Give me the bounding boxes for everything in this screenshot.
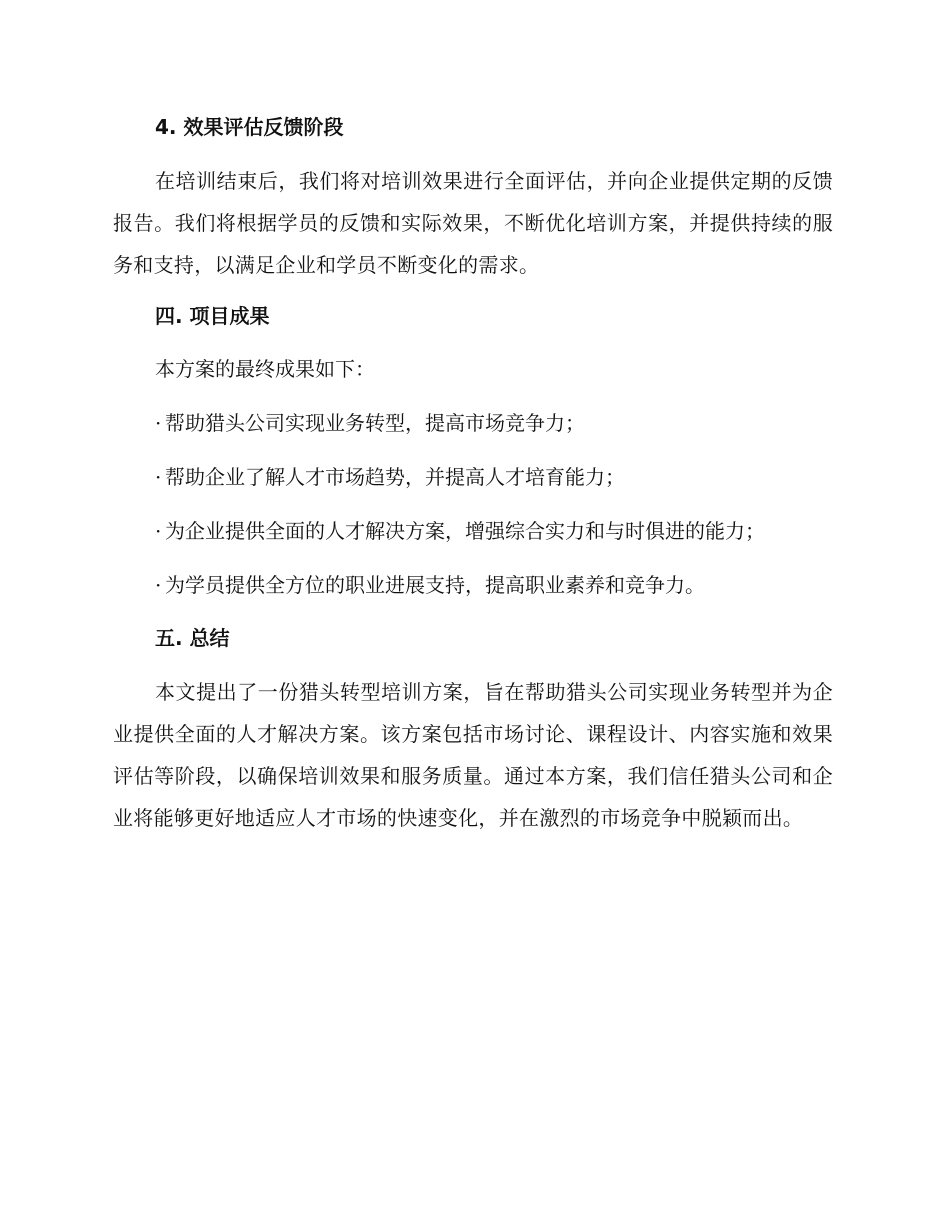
results-item-4 bbox=[155, 565, 833, 605]
summary-paragraph: 本文提出了一份猎头转型培训方案，旨在帮助猎头公司实现业务转型并为企业提供全面的人才解决方案。该方案包括市场讨论、课程设计、内容实施和效果评估等阶段，以确保培训效果和服务质量。通过本方案，我们信任猎头公司和企业将能够更好地适应人才市场的快速变化，并在激烈的市场竞争中脱颖而出。 bbox=[113, 680, 833, 830]
section-heading-summary: 五. 总结 bbox=[155, 626, 230, 650]
section-heading-evaluation: 4. 效果评估反馈阶段 bbox=[155, 115, 344, 139]
results-item-text: 帮助猎头公司实现业务转型，提高市场竞争力； bbox=[165, 411, 585, 435]
results-item-text: 为企业提供全面的人才解决方案，增强综合实力和与时俱进的能力； bbox=[165, 519, 765, 543]
document-page bbox=[113, 108, 833, 850]
results-intro: 本方案的最终成果如下： bbox=[155, 357, 375, 381]
results-item-text: 帮助企业了解人才市场趋势，并提高人才培育能力； bbox=[165, 465, 625, 489]
results-item-2 bbox=[155, 457, 833, 497]
results-item-1 bbox=[155, 403, 833, 443]
results-item-text: 为学员提供全方位的职业进展支持，提高职业素养和竞争力。 bbox=[165, 573, 705, 597]
bullet-icon: · bbox=[155, 411, 162, 435]
bullet-icon: · bbox=[155, 519, 162, 543]
evaluation-paragraph: 在培训结束后，我们将对培训效果进行全面评估，并向企业提供定期的反馈报告。我们将根据学员的反馈和实际效果，不断优化培训方案，并提供持续的服务和支持，以满足企业和学员不断变化的需求。 bbox=[113, 169, 833, 277]
section-heading-results: 四. 项目成果 bbox=[155, 304, 270, 328]
bullet-icon: · bbox=[155, 573, 162, 597]
bullet-icon: · bbox=[155, 465, 162, 489]
results-item-3 bbox=[155, 511, 833, 551]
